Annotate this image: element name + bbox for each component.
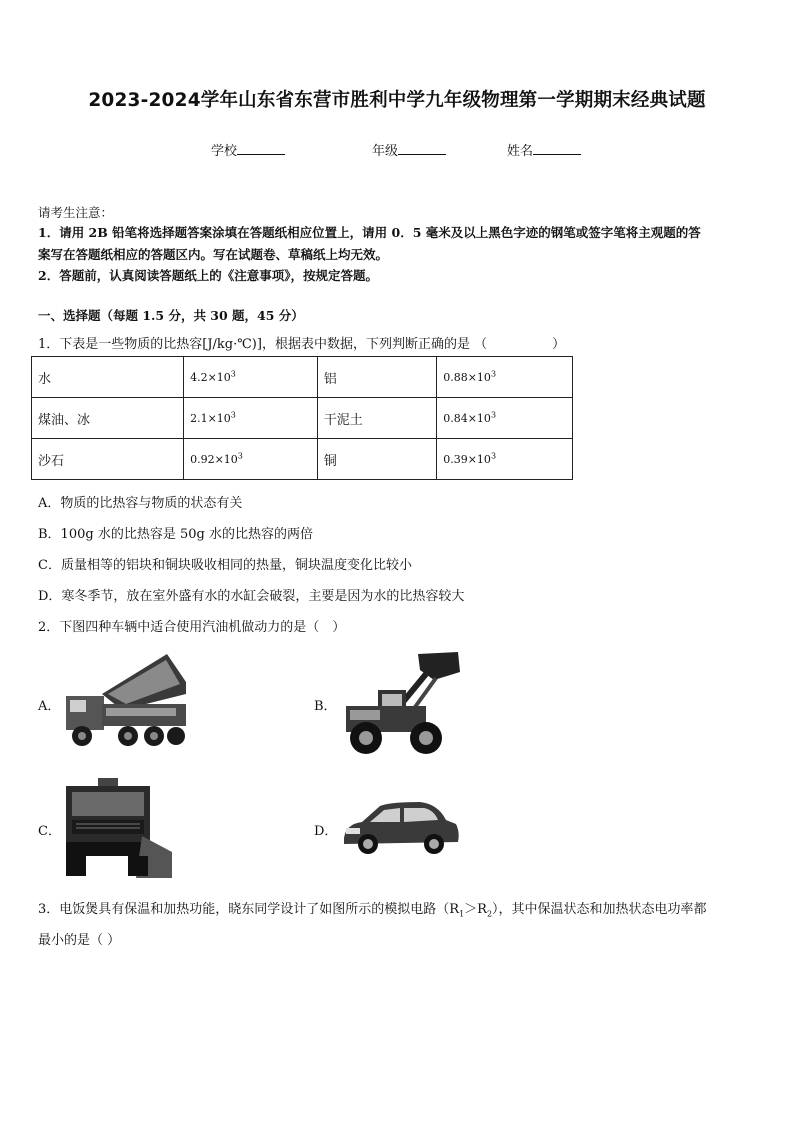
q1-option-a: A．物质的比热容与物质的状态有关 bbox=[38, 496, 243, 511]
wheel-loader-image bbox=[340, 650, 464, 758]
q3-stem-line1: 3．电饭煲具有保温和加热功能，晓东同学设计了如图所示的模拟电路$(R_1>R_2)$，其中保温状态和加热状态电功率都 bbox=[38, 902, 707, 919]
table-cell: $2.1\times 10^3$ bbox=[184, 398, 318, 439]
dump-truck-image bbox=[62, 652, 188, 752]
table-cell: $0.84\times 10^3$ bbox=[437, 398, 573, 439]
name-blank bbox=[533, 142, 581, 155]
table-row bbox=[32, 398, 573, 439]
q3-stem-line2: 最小的是（ ） bbox=[38, 933, 121, 948]
heavy-truck-image bbox=[62, 778, 174, 878]
section1-heading: 一、选择题（每题 1.5 分，共 30 题，45 分） bbox=[38, 308, 304, 323]
table-cell: $0.88\times 10^3$ bbox=[437, 357, 573, 398]
school-field bbox=[211, 140, 285, 159]
car-image bbox=[340, 798, 462, 858]
grade-field bbox=[372, 140, 446, 159]
q2-label-d: D． bbox=[314, 824, 338, 839]
q1-option-b: B．100g 水的比热容是 50g 水的比热容的两倍 bbox=[38, 527, 313, 542]
table-cell: 铝 bbox=[317, 357, 436, 398]
notes-heading: 请考生注意： bbox=[38, 205, 114, 220]
q2-label-b: B． bbox=[314, 699, 337, 714]
table-cell: $4.2\times 10^3$ bbox=[184, 357, 318, 398]
notes-item1-line2: 案写在答题纸相应的答题区内。写在试题卷、草稿纸上均无效。 bbox=[38, 247, 389, 262]
q2-label-c: C． bbox=[38, 824, 61, 839]
notes-item2: 2．答题前，认真阅读答题纸上的《注意事项》，按规定答题。 bbox=[38, 268, 378, 283]
grade-blank bbox=[398, 142, 446, 155]
table-cell: 铜 bbox=[317, 439, 436, 480]
name-field bbox=[507, 140, 581, 159]
q1-option-d: D．寒冬季节，放在室外盛有水的水缸会破裂，主要是因为水的比热容较大 bbox=[38, 589, 465, 604]
table-cell: $0.39\times 10^3$ bbox=[437, 439, 573, 480]
q1-option-c: C．质量相等的铝块和铜块吸收相同的热量，铜块温度变化比较小 bbox=[38, 558, 412, 573]
table-cell: 干泥土 bbox=[317, 398, 436, 439]
table-cell: 水 bbox=[32, 357, 184, 398]
table-cell: 煤油、冰 bbox=[32, 398, 184, 439]
table-cell: 沙石 bbox=[32, 439, 184, 480]
grade-label: 年级 bbox=[372, 144, 399, 159]
q2-label-a: A． bbox=[38, 699, 61, 714]
q1-stem: 1．下表是一些物质的比热容[J/kg·℃)]，根据表中数据，下列判断正确的是 （ ） bbox=[38, 337, 566, 352]
school-blank bbox=[237, 142, 285, 155]
table-row bbox=[32, 439, 573, 480]
q2-stem: 2．下图四种车辆中适合使用汽油机做动力的是（ ） bbox=[38, 620, 346, 635]
table-cell: $0.92\times 10^3$ bbox=[184, 439, 318, 480]
name-label: 姓名 bbox=[507, 144, 534, 159]
table-row bbox=[32, 357, 573, 398]
school-label: 学校 bbox=[211, 144, 238, 159]
page-title: 2023-2024学年山东省东营市胜利中学九年级物理第一学期期末经典试题 bbox=[88, 90, 706, 111]
specific-heat-table bbox=[31, 356, 573, 480]
notes-item1-line1: 1．请用 2B 铅笔将选择题答案涂填在答题纸相应位置上，请用 0．5 毫米及以上黑色字迹的钢笔或签字笔将主观题的答 bbox=[38, 225, 701, 240]
